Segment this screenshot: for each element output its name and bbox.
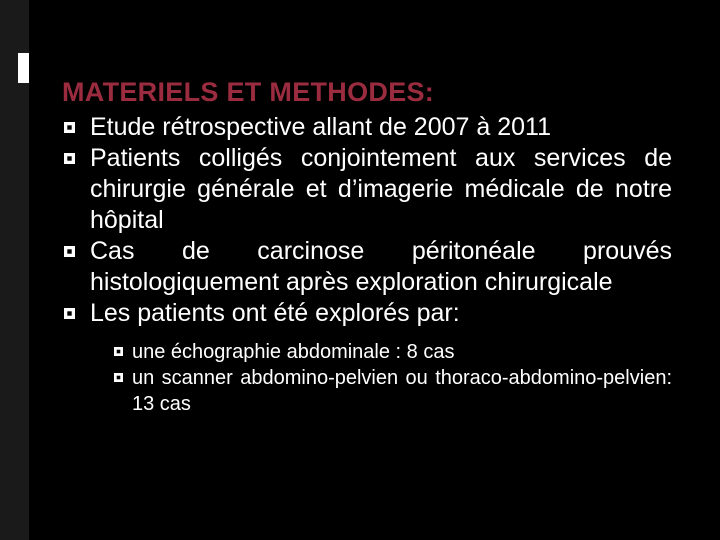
sub-bullet-text: un scanner abdomino-pelvien ou thoraco-abdomino-pelvien: 13 cas: [132, 367, 672, 415]
sub-bullet-list: [112, 339, 672, 417]
square-bullet-icon: [64, 122, 75, 133]
bullet-text: Patients colligés conjointement aux services de chirurgie générale et d’imagerie médicale de notre hôpital: [90, 144, 672, 234]
bullet-list: [62, 112, 672, 417]
sub-bullet-item: [112, 339, 672, 365]
square-bullet-icon: [64, 308, 75, 319]
bullet-item: [62, 143, 672, 236]
sub-bullet-item: [112, 365, 672, 417]
square-bullet-icon: [64, 246, 75, 257]
square-bullet-icon: [114, 347, 123, 356]
bullet-item: [62, 236, 672, 298]
slide-title: MATERIELS ET METHODES:: [62, 77, 435, 107]
square-bullet-icon: [64, 153, 75, 164]
bullet-text: Etude rétrospective allant de 2007 à 2011: [90, 113, 551, 141]
bullet-text: Les patients ont été explorés par:: [90, 299, 460, 327]
sub-bullet-text: une échographie abdominale : 8 cas: [132, 341, 455, 363]
slide-content: [62, 76, 672, 417]
bullet-item: [62, 298, 672, 417]
bullet-item: [62, 112, 672, 143]
square-bullet-icon: [114, 373, 123, 382]
accent-square: [18, 53, 29, 83]
bullet-text: Cas de carcinose péritonéale prouvés histologiquement après exploration chirurgicale: [90, 237, 672, 296]
